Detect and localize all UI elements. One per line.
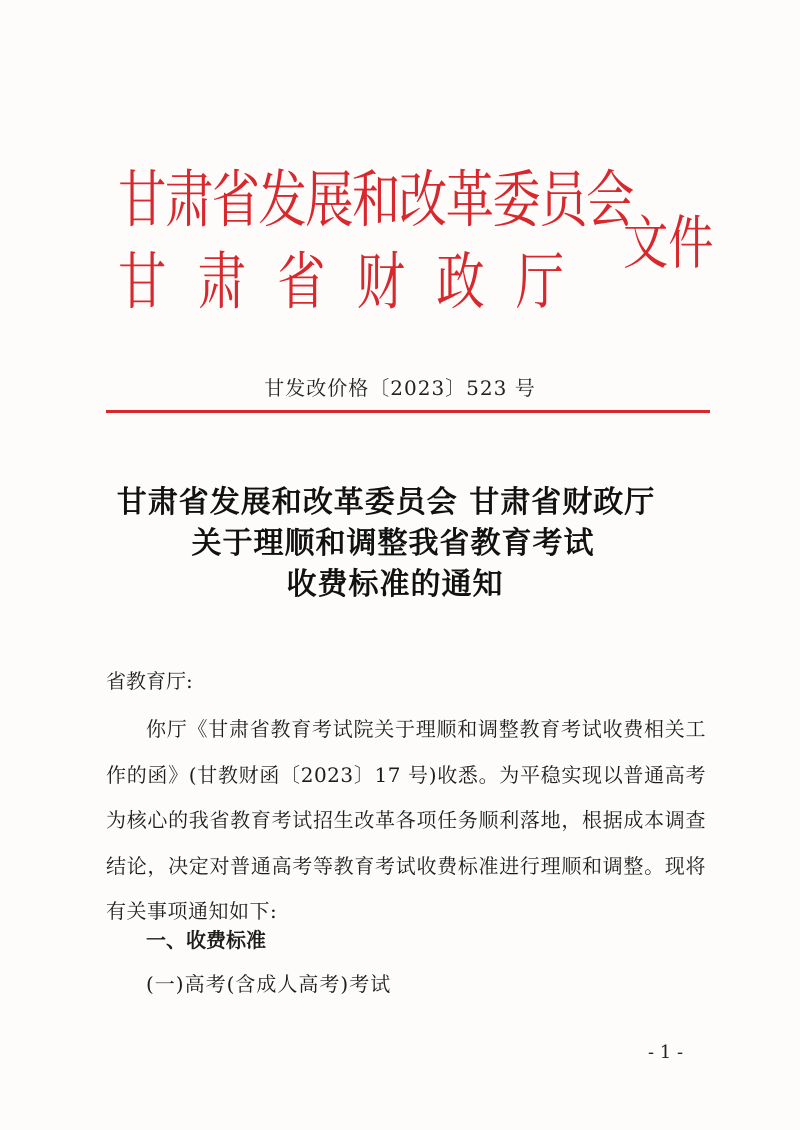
addressee: 省教育厅: xyxy=(106,669,193,693)
document-type: 文件 xyxy=(623,209,714,277)
section-heading: 一、收费标准 xyxy=(146,928,266,952)
title-line-3: 收费标准的通知 xyxy=(286,567,504,602)
document-title xyxy=(0,482,800,605)
page-number: - 1 - xyxy=(648,1042,684,1063)
title-line-1: 甘肃省发展和改革委员会 甘肃省财政厅 xyxy=(116,485,656,520)
red-divider xyxy=(106,410,710,413)
issuing-org-1: 甘肃省发展和改革委员会 xyxy=(118,163,633,236)
title-line-2: 关于理顺和调整我省教育考试 xyxy=(191,526,595,561)
issuing-org-2: 甘肃省财政厅 xyxy=(118,245,596,318)
red-header xyxy=(118,160,718,330)
subsection-heading: (一)高考(含成人高考)考试 xyxy=(146,972,392,996)
document-number: 甘发改价格〔2023〕523 号 xyxy=(264,376,536,400)
body-paragraph: 你厅《甘肃省教育考试院关于理顺和调整教育考试收费相关工作的函》(甘教财函〔2023〕17 号)收悉。为平稳实现以普通高考为核心的我省教育考试招生改革各项任务顺利落地，根据成本调查结论，决定对普通高考等教育考试收费标准进行理顺和调整。现将有关事项通知如下: xyxy=(106,717,706,924)
